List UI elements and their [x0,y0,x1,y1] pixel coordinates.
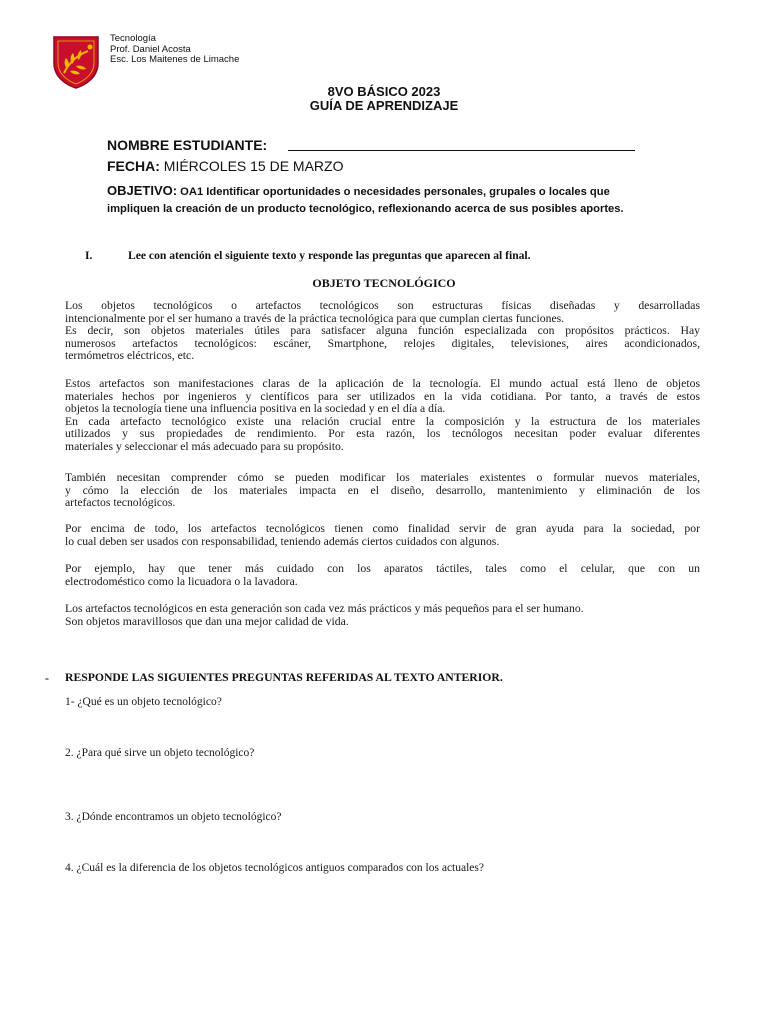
text-line: Los objetos tecnológicos o artefactos tecnológicos son estructuras físicas diseñadas y desarrolladas [65,299,700,312]
questions-bullet: - [45,671,49,685]
text-line: Los artefactos tecnológicos en esta generación son cada vez más prácticos y más pequeños para el ser humano. [65,602,584,615]
question-2: 2. ¿Para qué sirve un objeto tecnológico? [65,747,255,759]
text-line: En cada artefacto tecnológico existe una relación crucial entre la composición y la estructura de los materiales [65,414,700,428]
reading-paragraph-1 [65,300,700,363]
reading-paragraph-4 [65,523,700,548]
questions-heading: RESPONDE LAS SIGUIENTES PREGUNTAS REFERIDAS AL TEXTO ANTERIOR. [65,671,503,684]
text-line: Por ejemplo, hay que tener más cuidado con los aparatos táctiles, tales como el celular, que con un [65,562,700,575]
date-value: MIÉRCOLES 15 DE MARZO [159,158,344,174]
text-line: También necesitan comprender cómo se pueden modificar los materiales existentes o formular nuevos materiales, [65,471,700,484]
objective-text-line1: OA1 Identificar oportunidades o necesidades personales, grupales o locales que [177,186,610,198]
school-logo [50,33,102,89]
header-block [110,34,239,66]
text-line: electrodoméstico como la licuadora o la lavadora. [65,574,298,588]
text-line: Es decir, son objetos materiales útiles para satisfacer alguna función especializada con propósitos prácticos. Hay [65,324,700,338]
header-school: Esc. Los Maitenes de Limache [110,54,240,65]
student-name-field[interactable] [288,150,635,151]
text-line: materiales y seleccionar el más adecuado para su propósito. [65,439,344,453]
text-line: utilizados y sus propiedades de rendimiento. Por esta razón, los tecnólogos necesitan poder evaluar diferentes [65,427,700,441]
objective-label: OBJETIVO: [107,183,178,198]
objective-block [107,182,667,218]
text-line: artefactos tecnológicos. [65,496,176,510]
text-line: intencionalmente por el ser humano a través de la práctica tecnológica para que cumplan ciertas funciones. [65,311,565,325]
text-line: lo cual deben ser usados con responsabilidad, teniendo además ciertos cuidados con algunos. [65,534,500,548]
question-4: 4. ¿Cuál es la diferencia de los objetos tecnológicos antiguos comparados con los actuales? [65,862,484,874]
page-title: 8VO BÁSICO 2023 [327,84,441,99]
objective-text-line2: impliquen la creación de un producto tecnológico, reflexionando acerca de sus posibles aportes. [107,203,624,215]
date-label: FECHA: [107,158,160,174]
page-subtitle: GUÍA DE APRENDIZAJE [309,98,459,113]
question-3: 3. ¿Dónde encontramos un objeto tecnológico? [65,811,282,823]
text-line: Estos artefactos son manifestaciones claras de la aplicación de la tecnología. El mundo actual está lleno de objetos [65,377,700,390]
text-line: termómetros eléctricos, etc. [65,349,195,363]
reading-paragraph-5 [65,563,700,588]
text-line: Por encima de todo, los artefactos tecnológicos tienen como finalidad servir de gran ayuda para la sociedad, por [65,522,700,535]
reading-paragraph-2 [65,378,700,454]
date-row [107,158,343,174]
student-name-label: NOMBRE ESTUDIANTE: [107,137,268,153]
reading-title: OBJETO TECNOLÓGICO [312,276,456,290]
reading-paragraph-3 [65,472,700,510]
text-line: Son objetos maravillosos que dan una mejor calidad de vida. [65,614,349,628]
section-number: I. [85,249,93,262]
reading-paragraph-6 [65,603,700,628]
question-1: 1- ¿Qué es un objeto tecnológico? [65,696,222,708]
header-subject: Tecnología [110,33,156,44]
text-line: numerosos artefactos tecnológicos: escáner, Smartphone, relojes digitales, televisiones, aires acondicionados, [65,336,700,350]
text-line: materiales hechos por ingenieros y científicos para ser utilizados en la vida cotidiana. Por tanto, a través de estos [65,389,700,403]
text-line: y cómo la elección de los materiales impacta en el diseño, desarrollo, mantenimiento y eliminación de los [65,483,700,497]
header-teacher: Prof. Daniel Acosta [110,43,191,55]
text-line: objetos la tecnología tiene una influencia positiva en la sociedad y en el día a día. [65,402,446,416]
section-instruction: Lee con atención el siguiente texto y responde las preguntas que aparecen al final. [128,249,531,262]
